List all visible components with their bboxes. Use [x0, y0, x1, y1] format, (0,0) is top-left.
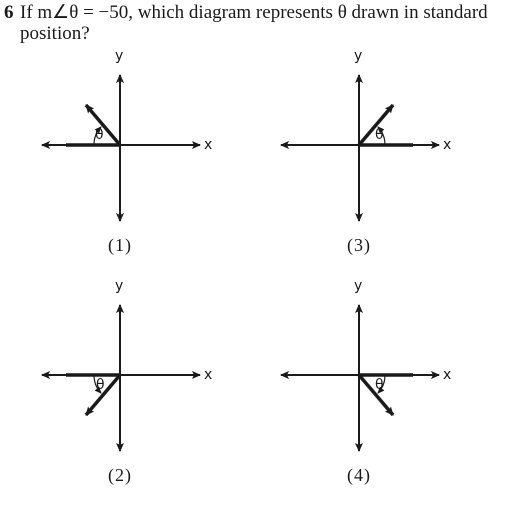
theta-label: θ: [95, 127, 104, 143]
diagram-choice-1[interactable]: [10, 45, 230, 275]
y-axis-label: y: [354, 48, 363, 64]
choice-label: (4): [347, 465, 371, 485]
x-axis-label: x: [443, 137, 452, 153]
diagram-choice-3[interactable]: [249, 45, 469, 275]
theta-label: θ: [375, 127, 384, 143]
diagram-choice-4[interactable]: [249, 275, 469, 505]
choice-label: (1): [108, 235, 132, 255]
y-axis-label: y: [354, 278, 363, 294]
choice-label: (3): [347, 235, 371, 255]
x-axis-label: x: [204, 367, 213, 383]
y-axis-label: y: [115, 278, 124, 294]
question-stem-line-2: position?: [20, 23, 90, 44]
theta-label: θ: [96, 377, 105, 393]
choice-label: (2): [108, 465, 132, 485]
question-number: 6: [4, 2, 14, 23]
theta-label: θ: [375, 377, 384, 393]
x-axis-label: x: [204, 137, 213, 153]
x-axis-label: x: [443, 367, 452, 383]
y-axis-label: y: [115, 48, 124, 64]
question-stem-line-1: If m∠θ = −50, which diagram represents θ drawn in standard: [20, 2, 488, 23]
diagram-choice-2[interactable]: [10, 275, 230, 505]
